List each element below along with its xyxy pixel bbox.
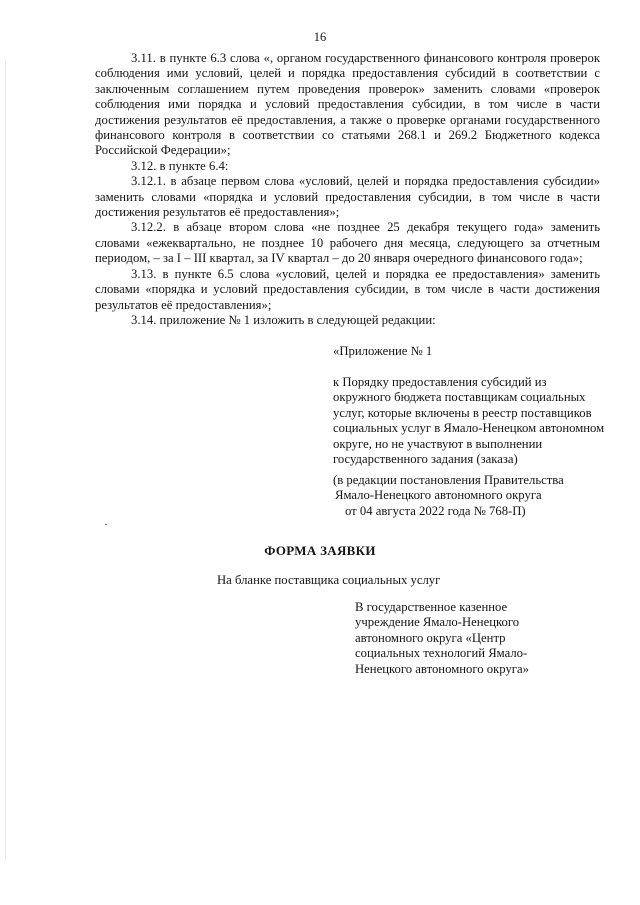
amendment-text [95,51,600,328]
stray-mark: · [104,517,108,531]
page-number: 16 [313,30,327,44]
appendix-edition-note [333,473,613,519]
paragraph-3-12-1: 3.12.1. в абзаце первом слова «условий, целей и порядка предоставления субсидии» заменить словами «порядка и условий предоставления субсидии, в том числе в части достижения результатов её предоставления»; [95,174,600,220]
appendix-description: к Порядку предоставления субсидий из окружного бюджета поставщикам социальных услуг, которые включены в реестр поставщиков социальных услуг в Ямало-Ненецком автономном округе, но не участвуют в выполнении государственного задания (заказа) [333,375,605,467]
paragraph-3-14: 3.14. приложение № 1 изложить в следующей редакции: [131,312,436,327]
edition-line: от 04 августа 2022 года № 768-П) [345,503,526,518]
form-title: ФОРМА ЗАЯВКИ [264,543,376,558]
paragraph-3-13: 3.13. в пункте 6.5 слова «условий, целей и порядка ее предоставления» заменить словами «порядка и условий предоставления субсидии, в том числе в части достижения результатов её предоставления»; [95,266,600,312]
edition-line: Ямало-Ненецкого автономного округа [335,488,542,503]
addressee-block: В государственное казенное учреждение Ямало-Ненецкого автономного округа «Центр социальных технологий Ямало-Ненецкого автономного округа» [355,600,529,676]
form-subtitle: На бланке поставщика социальных услуг [217,573,441,587]
paragraph-3-12: 3.12. в пункте 6.4: [131,158,229,173]
appendix-title: «Приложение № 1 [333,344,433,358]
paragraph-3-12-2: 3.12.2. в абзаце втором слова «не позднее 25 декабря текущего года» заменить словами «ежеквартально, не позднее 10 рабочего дня месяца, следующего за отчетным периодом, – за I – III квартал, за IV квартал – до 20 января очередного финансового года»; [95,220,600,266]
paragraph-3-11: 3.11. в пункте 6.3 слова «, органом государственного финансового контроля проверок соблюдения ими условий, целей и порядка предоставления субсидий в соответствии с заключенным соглашением путем проведения проверок» заменить словами «проверок соблюдения ими порядка и условий предоставления субсидии, в том числе в части достижения результатов её предоставления, а также о проверке органами государственного финансового контроля в соответствии со статьями 268.1 и 269.2 Бюджетного кодекса Российской Федерации»; [95,51,600,158]
scan-edge-line [5,60,6,860]
edition-line: (в редакции постановления Правительства [333,473,564,487]
